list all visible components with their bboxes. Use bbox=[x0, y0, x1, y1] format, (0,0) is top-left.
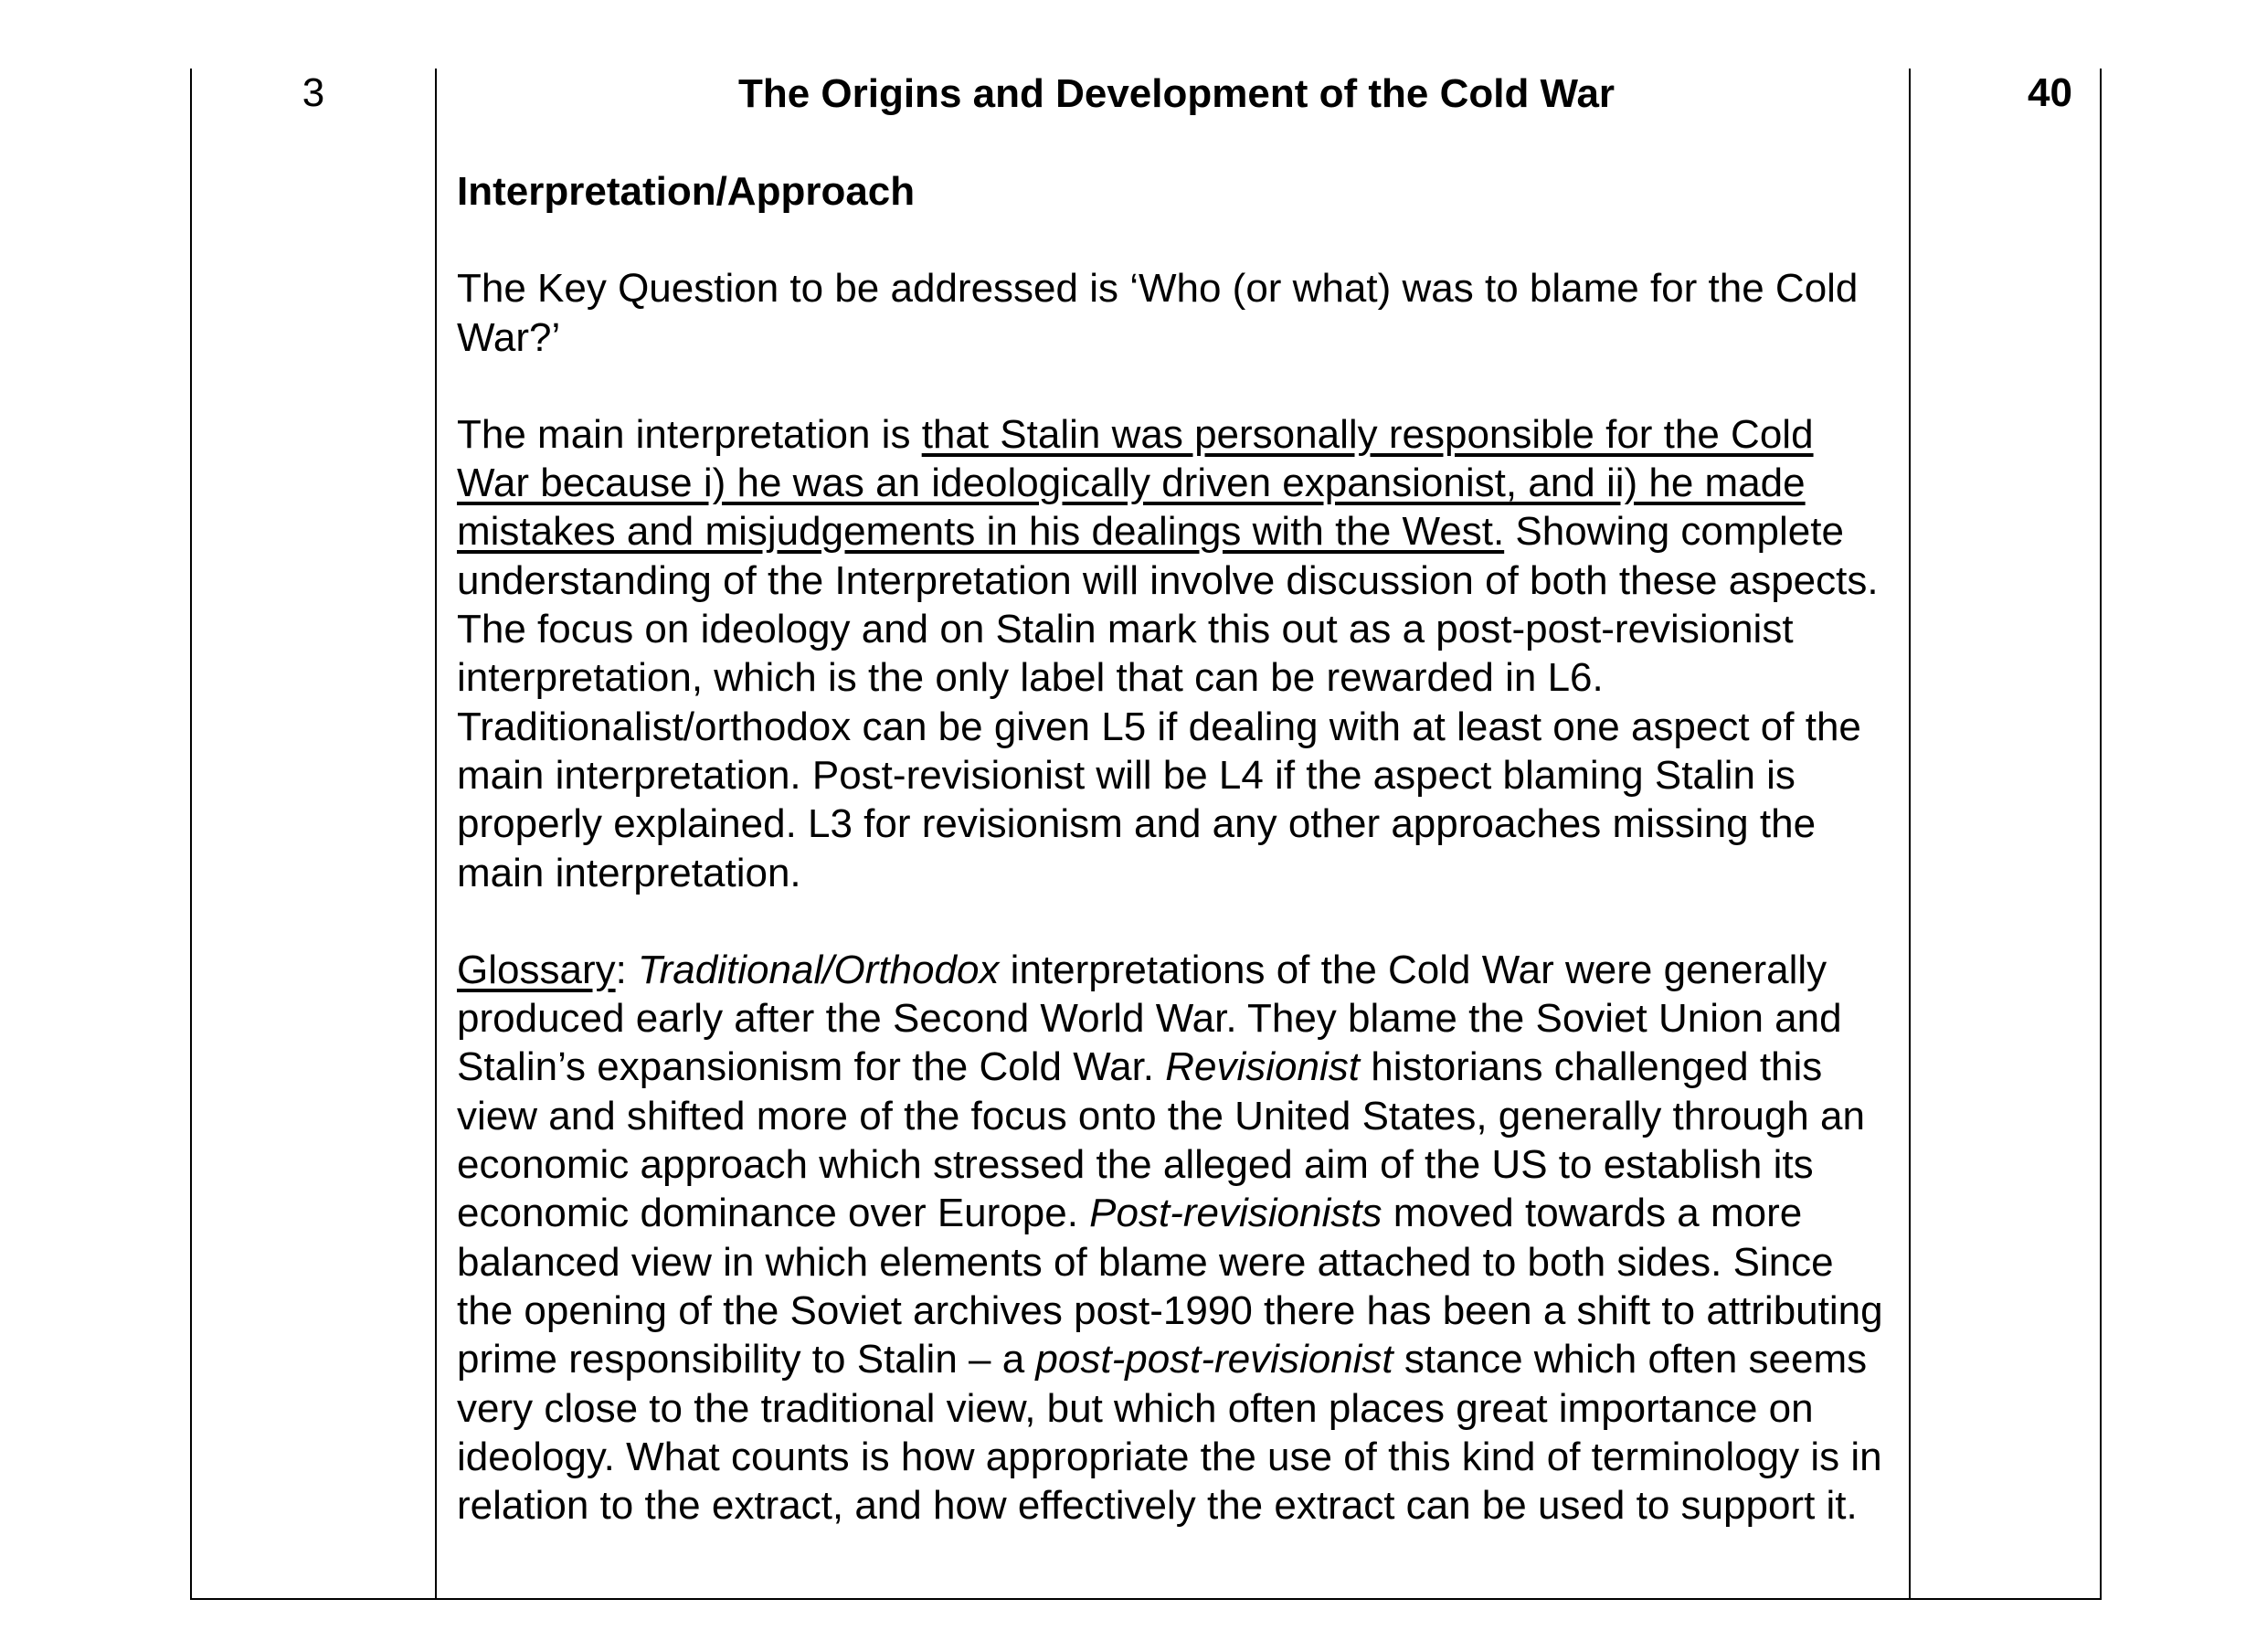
main-rest-text: Showing complete understanding of the Interpretation will involve discussion of both these aspects. The focus on ideology and on Stalin mark this out as a post-post-revisionist interpretation, which is the only label that can be rewarded in L6. Traditionalist/orthodox can be given L5 if dealing with at least one aspect of the main interpretation. Post-revisionist will be L4 if the aspect blaming Stalin is properly explained. L3 for revisionism and any other approaches missing the main interpretation. bbox=[457, 509, 1879, 895]
table-border-right bbox=[2100, 69, 2102, 1599]
question-number: 3 bbox=[302, 70, 325, 115]
main-interpretation-paragraph bbox=[457, 410, 1896, 897]
main-intro-text: The main interpretation is bbox=[457, 411, 922, 457]
glossary-paragraph bbox=[457, 946, 1896, 1530]
content-cell bbox=[457, 69, 1896, 1530]
glossary-text-3: moved towards a more balanced view in which elements of blame were attached to both sides. Since the opening of the Soviet archives post-1990 there has been a shift to attributing prime responsibility to Stalin – a bbox=[457, 1191, 1883, 1382]
glossary-term-revisionist: Revisionist bbox=[1165, 1044, 1360, 1090]
table-border-bottom bbox=[190, 1598, 2102, 1600]
question-title: The Origins and Development of the Cold War bbox=[737, 71, 1616, 116]
section-heading: Interpretation/Approach bbox=[457, 169, 916, 214]
glossary-term-post-revisionists: Post-revisionists bbox=[1089, 1191, 1382, 1236]
key-question-paragraph: The Key Question to be addressed is ‘Who (or what) was to blame for the Cold War?’ bbox=[457, 266, 1859, 360]
table-border-left bbox=[190, 69, 192, 1599]
table-border-col1 bbox=[435, 69, 437, 1599]
glossary-term-traditional: Traditional/Orthodox bbox=[638, 947, 1000, 992]
glossary-colon: : bbox=[615, 947, 639, 992]
glossary-label: Glossary bbox=[457, 947, 616, 992]
table-border-col2 bbox=[1909, 69, 1911, 1599]
glossary-text-2: historians challenged this view and shifted more of the focus onto the United States, generally through an economic approach which stressed the alleged aim of the US to establish its economic dominance over Europe. bbox=[457, 1044, 1865, 1236]
main-interpretation-underlined: that Stalin was personally responsible for the Cold War because i) he was an ideologically driven expansionist, and ii) he made mistakes and misjudgements in his dealings with the West. bbox=[457, 411, 1814, 555]
glossary-term-post-post-revisionist: post-post-revisionist bbox=[1035, 1337, 1393, 1382]
question-marks: 40 bbox=[2028, 70, 2072, 115]
glossary-text-1: interpretations of the Cold War were generally produced early after the Second World War. They blame the Soviet Union and Stalin’s expansionism for the Cold War. bbox=[457, 947, 1842, 1090]
glossary-text-4: stance which often seems very close to the traditional view, but which often places great importance on ideology. What counts is how appropriate the use of this kind of terminology is in relation to the extract, and how effectively the extract can be used to support it. bbox=[457, 1337, 1882, 1529]
